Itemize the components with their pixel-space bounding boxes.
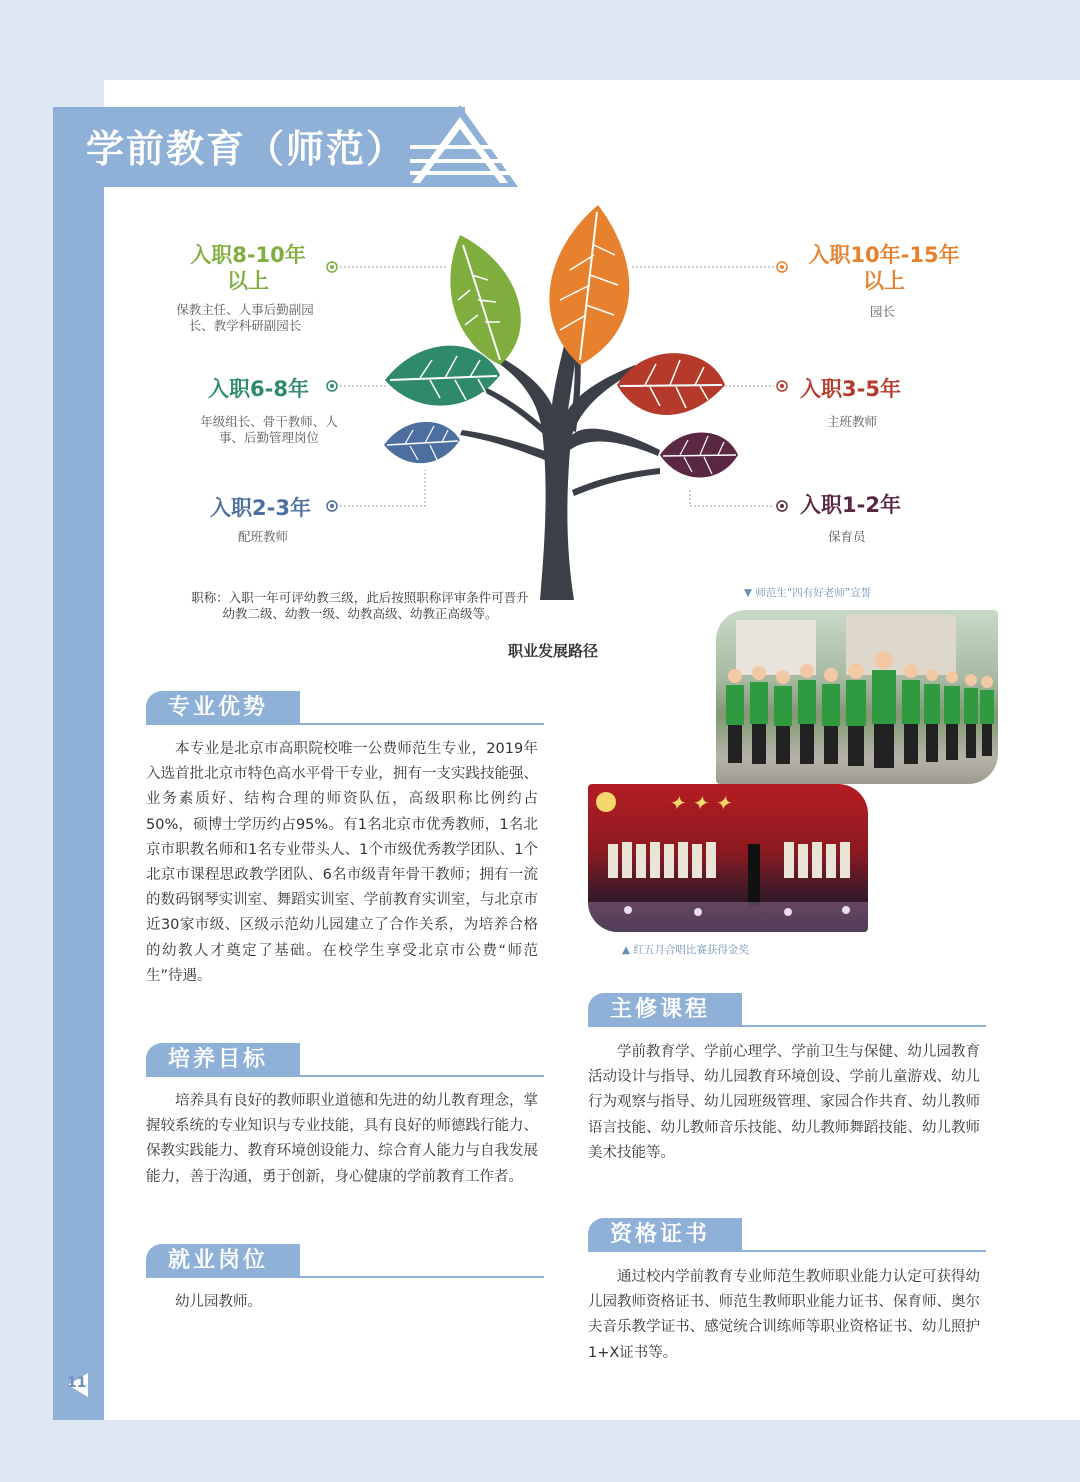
- stage-label-2-3: 入职2-3年: [210, 496, 311, 520]
- section-text-courses: [588, 1040, 980, 1166]
- section-rule: [296, 1075, 544, 1077]
- section-header-goal: [146, 1043, 544, 1077]
- stage-roles-6-8: 年级组长、骨干教师、人事、后勤管理岗位: [200, 414, 338, 445]
- section-rule: [738, 1025, 986, 1027]
- section-header-jobs: [146, 1244, 544, 1278]
- title-grade-note: 职称：入职一年可评幼教三级，此后按照职称评审条件可晋升幼教二级、幼教一级、幼教高级、幼教正高级等。: [191, 590, 529, 621]
- section-heading-jobs: 就业岗位: [146, 1244, 300, 1278]
- section-rule: [296, 1276, 544, 1278]
- photo-caption-oath: ▼ 师范生“四有好老师”宣誓: [744, 587, 872, 599]
- section-heading-courses: 主修课程: [588, 993, 742, 1027]
- stage-roles-1-2: 保育员: [828, 529, 866, 544]
- leaf-blue: [384, 422, 460, 463]
- leaf-teal: [385, 346, 500, 406]
- section-text-advantage: [146, 737, 538, 989]
- advantage-paragraph: 本专业是北京市高职院校唯一公费师范生专业，2019年入选首批北京市特色高水平骨干专业，拥有一支实践技能强、业务素质好、结构合理的师资队伍，高级职称比例约占50%，硕博士学历约占95%。有1名北京市优秀教师，1名北京市职教名师和1名专业带头人、1个市级优秀教学团队、1个北京市课程思政教学团队、6名市级青年骨干教师；拥有一流的数码钢琴实训室、舞蹈实训室、学前教育实训室，与北京市近30家市级、区级示范幼儿园建立了合作关系，为培养合格的幼教人才奠定了基础。在校学生享受北京市公费“师范生”待遇。: [146, 741, 538, 984]
- photo-oath: [716, 610, 998, 784]
- stage-label-6-8: 入职6-8年: [208, 377, 309, 401]
- certificates-paragraph: 通过校内学前教育专业师范生教师职业能力认定可获得幼儿园教师资格证书、师范生教师职业能力证书、保育师、奥尔夫音乐教学证书、感觉统合训练师等职业资格证书、幼儿照护1+X证书等。: [588, 1269, 980, 1361]
- leaf-orange: [549, 205, 629, 365]
- stage-label-3-5: 入职3-5年: [800, 377, 901, 401]
- stage-label-8-10: 入职8-10年以上: [190, 243, 306, 293]
- leaf-red: [617, 353, 725, 415]
- section-text-goal: [146, 1089, 538, 1190]
- stage-roles-3-5: 主班教师: [827, 414, 878, 429]
- section-rule: [738, 1250, 986, 1252]
- leaf-purple: [660, 433, 738, 478]
- goal-paragraph: 培养具有良好的教师职业道德和先进的幼儿教育理念，掌握较系统的专业知识与专业技能，具有良好的师德践行能力、保教实践能力、教育环境创设能力、综合育人能力与自我发展能力，善于沟通，勇于创新，身心健康的学前教育工作者。: [146, 1093, 538, 1185]
- section-header-courses: [588, 993, 986, 1027]
- stage-label-10-15: 入职10年-15年以上: [808, 243, 960, 293]
- section-heading-goal: 培养目标: [146, 1043, 300, 1077]
- leaf-layer: [0, 0, 1080, 700]
- stage-roles-8-10: 保教主任、人事后勤副园长、教学科研副园长: [176, 302, 314, 333]
- section-heading-certificates: 资格证书: [588, 1218, 742, 1252]
- courses-paragraph: 学前教育学、学前心理学、学前卫生与保健、幼儿园教育活动设计与指导、幼儿园教育环境创设、学前儿童游戏、幼儿行为观察与指导、幼儿园班级管理、家园合作共育、幼儿教师语言技能、幼儿教师音乐技能、幼儿教师舞蹈技能、幼儿教师美术技能等。: [588, 1044, 980, 1161]
- stage-label-1-2: 入职1-2年: [800, 493, 901, 517]
- stage-roles-2-3: 配班教师: [238, 529, 289, 544]
- section-text-jobs: [146, 1290, 538, 1315]
- section-header-advantage: [146, 691, 544, 725]
- section-text-certificates: [588, 1265, 980, 1366]
- photo-chorus: [588, 784, 868, 932]
- page-title: 学前教育（师范）: [86, 126, 407, 171]
- stage-roles-10-15: 园长: [870, 304, 896, 319]
- leaf-green: [450, 235, 520, 365]
- career-path-caption: 职业发展路径: [508, 642, 599, 660]
- jobs-paragraph: 幼儿园教师。: [175, 1294, 262, 1310]
- photo-caption-chorus: ▲ 红五月合唱比赛获得金奖: [622, 944, 749, 956]
- section-rule: [296, 723, 544, 725]
- section-heading-advantage: 专业优势: [146, 691, 300, 725]
- section-header-certificates: [588, 1218, 986, 1252]
- page-number: 11: [67, 1375, 87, 1391]
- svg-text:✦ ✦ ✦: ✦ ✦ ✦: [668, 791, 731, 815]
